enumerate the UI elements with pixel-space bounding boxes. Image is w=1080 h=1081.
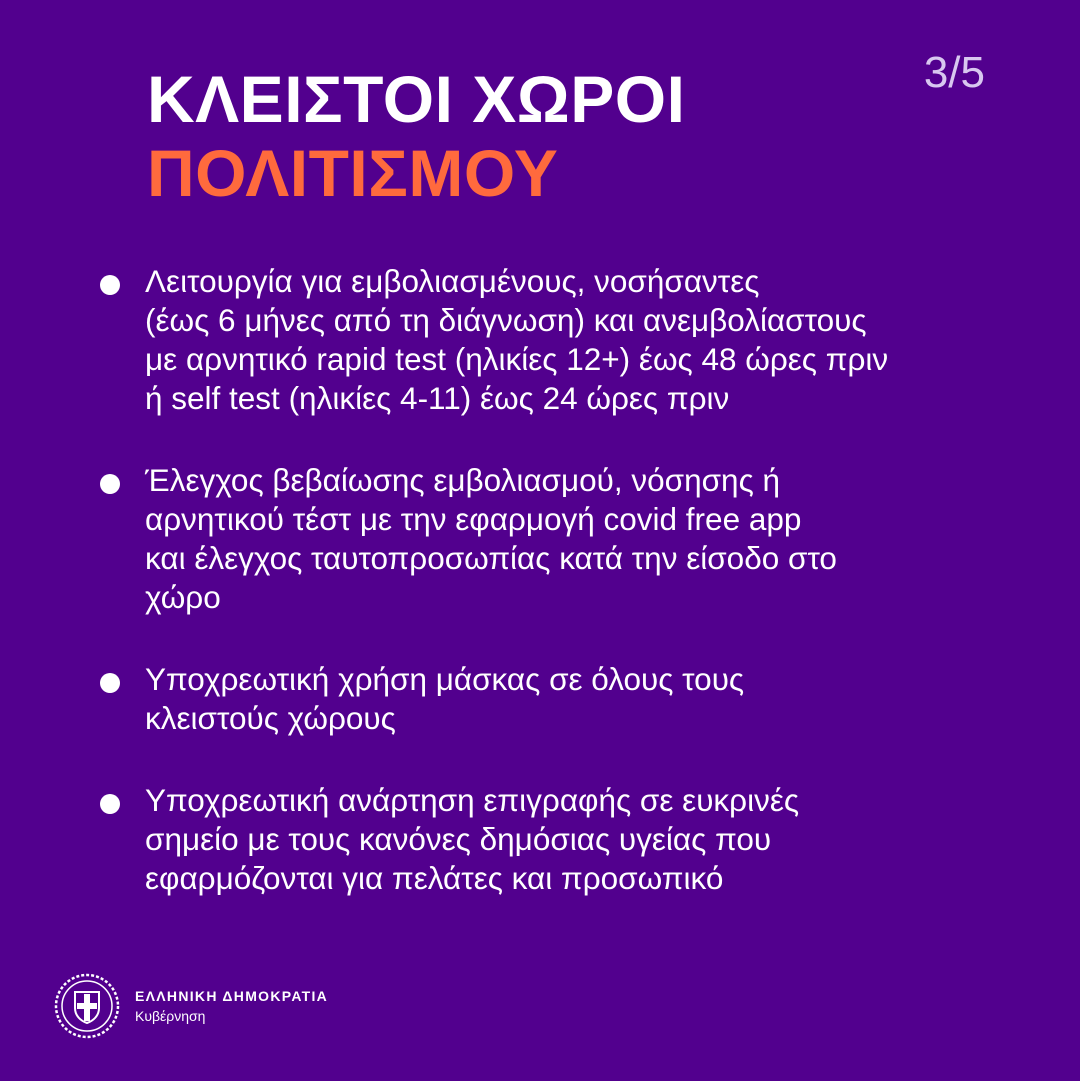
list-item bbox=[100, 660, 1020, 738]
list-item-line: Έλεγχος βεβαίωσης εμβολιασμού, νόσησης ή bbox=[145, 462, 781, 498]
bullet-dot-icon bbox=[100, 673, 120, 693]
rules-list bbox=[100, 262, 1020, 941]
greek-coat-of-arms-icon bbox=[53, 972, 121, 1040]
list-item-line: εφαρμόζονται για πελάτες και προσωπικό bbox=[145, 860, 724, 896]
list-item-text bbox=[145, 461, 837, 617]
list-item-line: Λειτουργία για εμβολιασμένους, νοσήσαντες bbox=[145, 263, 760, 299]
list-item-text bbox=[145, 660, 744, 738]
list-item-line: Υποχρεωτική ανάρτηση επιγραφής σε ευκρινές bbox=[145, 782, 800, 818]
list-item-line: ή self test (ηλικίες 4-11) έως 24 ώρες πριν bbox=[145, 380, 730, 416]
list-item-text bbox=[145, 781, 799, 898]
page-counter: 3/5 bbox=[923, 48, 985, 97]
list-item-line: αρνητικού τέστ με την εφαρμογή covid free app bbox=[145, 501, 802, 537]
title-line-2: ΠΟΛΙΤΙΣΜΟΥ bbox=[147, 136, 559, 210]
page-title bbox=[147, 62, 685, 210]
footer bbox=[53, 972, 328, 1040]
org-name: ΕΛΛΗΝΙΚΗ ΔΗΜΟΚΡΑΤΙΑ bbox=[135, 988, 329, 1004]
list-item-line: (έως 6 μήνες από τη διάγνωση) και ανεμβολίαστους bbox=[145, 302, 867, 338]
org-subtitle: Κυβέρνηση bbox=[135, 1008, 206, 1024]
list-item-line: σημείο με τους κανόνες δημόσιας υγείας που bbox=[145, 821, 772, 857]
title-line-1: ΚΛΕΙΣΤΟΙ ΧΩΡΟΙ bbox=[147, 62, 686, 136]
bullet-dot-icon bbox=[100, 275, 120, 295]
list-item-line: και έλεγχος ταυτοπροσωπίας κατά την είσοδο στο bbox=[145, 540, 837, 576]
bullet-dot-icon bbox=[100, 474, 120, 494]
list-item-line: χώρο bbox=[145, 579, 221, 615]
list-item-line: Υποχρεωτική χρήση μάσκας σε όλους τους bbox=[145, 661, 745, 697]
list-item bbox=[100, 461, 1020, 617]
list-item bbox=[100, 262, 1020, 418]
list-item-text bbox=[145, 262, 888, 418]
list-item bbox=[100, 781, 1020, 898]
bullet-dot-icon bbox=[100, 794, 120, 814]
list-item-line: κλειστούς χώρους bbox=[145, 700, 396, 736]
list-item-line: με αρνητικό rapid test (ηλικίες 12+) έως 48 ώρες πριν bbox=[145, 341, 889, 377]
